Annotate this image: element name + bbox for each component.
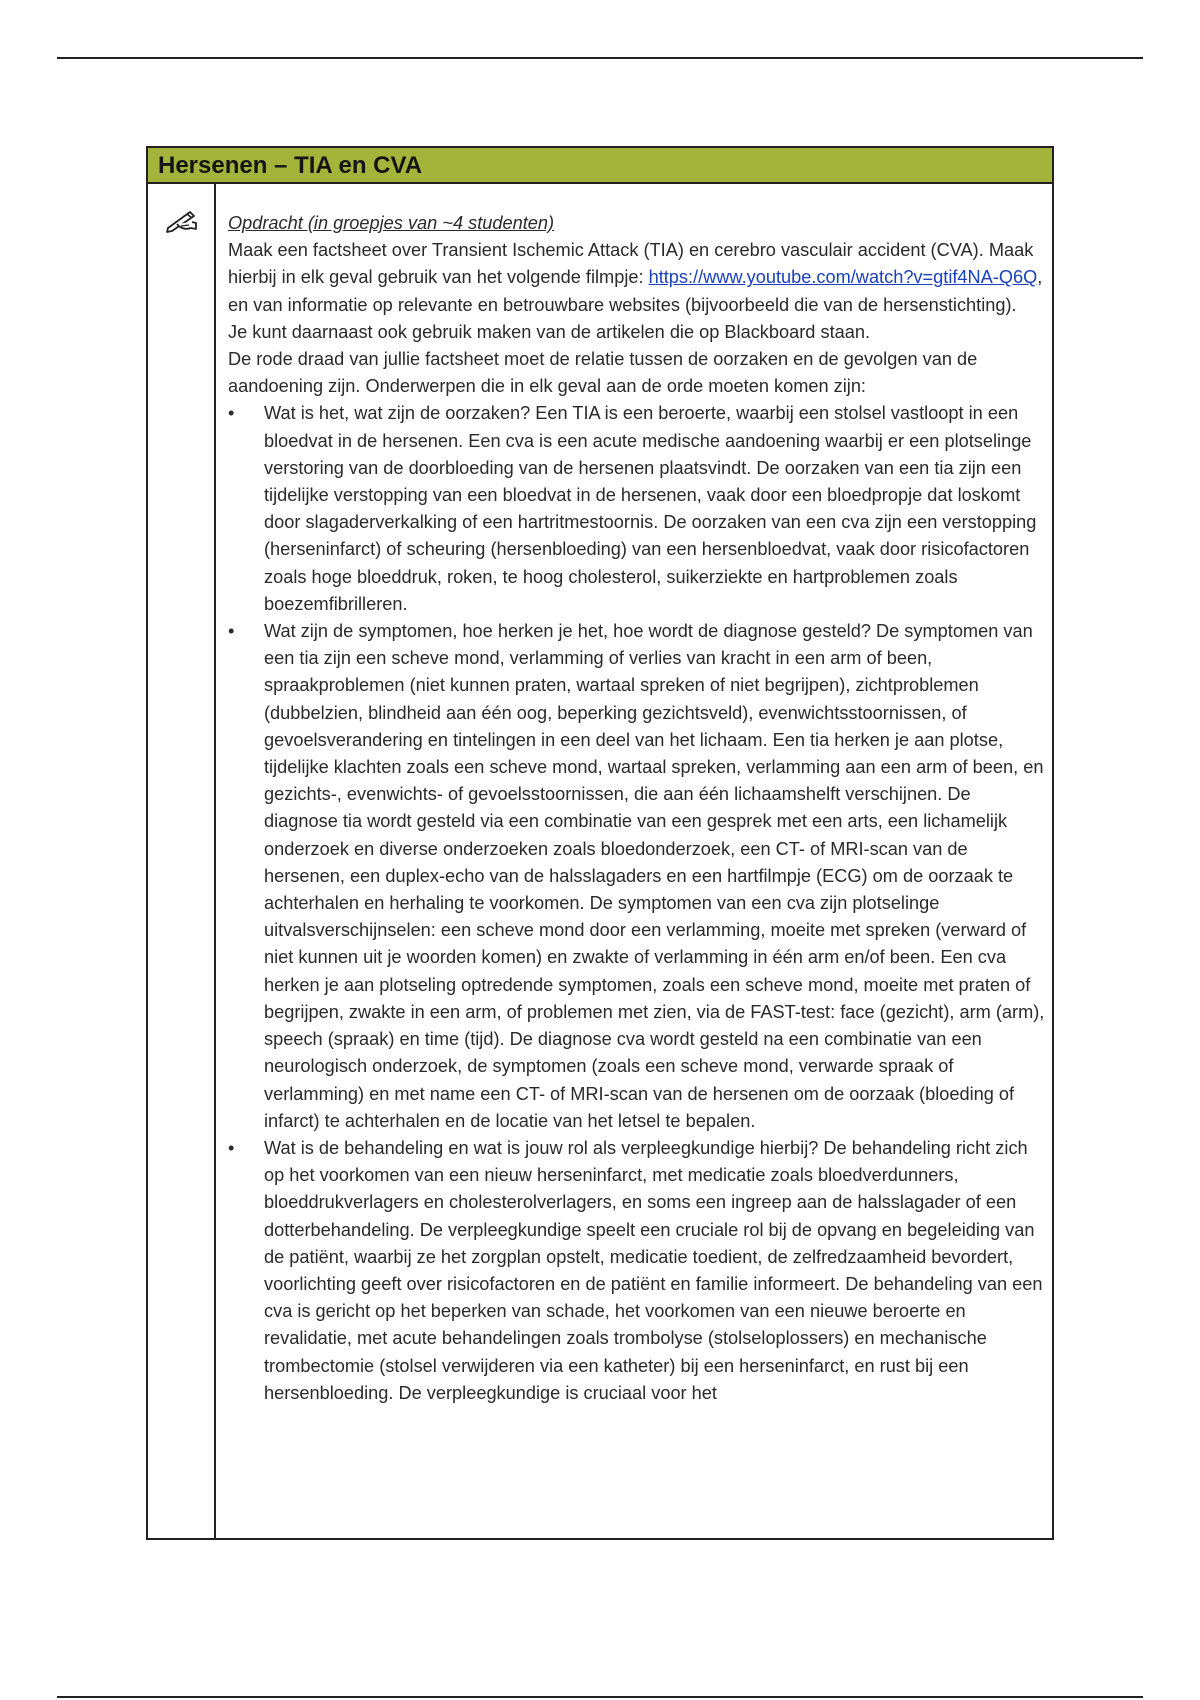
writing-hand-icon	[165, 208, 199, 234]
blackboard-note: Je kunt daarnaast ook gebruik maken van de artikelen die op Blackboard staan.	[228, 321, 871, 342]
section-header	[148, 148, 1052, 184]
youtube-link[interactable]: https://www.youtube.com/watch?v=gtif4NA-Q6Q	[648, 267, 1038, 288]
page-top-rule	[57, 57, 1143, 59]
list-item	[228, 618, 1046, 1135]
topic-text-treatment: Wat is de behandeling en wat is jouw rol als verpleegkundige hierbij? De behandeling richt zich op het voorkomen van een nieuw herseninfarct, met medicatie zoals bloedverdunners, bloeddrukverlagers en cholesterolverlagers, en soms een ingreep aan de halsslagader of een dotterbehandeling. De verpleegkundige speelt een cruciale rol bij de opvang en begeleiding van de patiënt, waarbij ze het zorgplan opstelt, medicatie toedient, de zelfredzaamheid bevordert, voorlichting geeft over risicofactoren en de patiënt en familie informeert. De behandeling van een cva is gericht op het beperken van schade, het voorkomen van een nieuwe beroerte en revalidatie, met acute behandelingen zoals trombolyse (stolseloplossers) en mechanische trombectomie (stolsel verwijderen via een katheter) bij een herseninfarct, en rust bij een hersenbloeding. De verpleegkundige is cruciaal voor het	[264, 1137, 1043, 1403]
intro-text: Maak een factsheet over Transient Ischemic Attack (TIA) en cerebro vasculair accident (CVA). Maak hierbij in elk geval gebruik van het volgende filmpje:	[228, 240, 1034, 288]
red-thread-paragraph: De rode draad van jullie factsheet moet de relatie tussen de oorzaken en de gevolgen van de aandoening zijn. Onderwerpen die in elk geval aan de orde moeten komen zijn:	[228, 349, 978, 397]
topics-list	[228, 400, 1046, 1407]
assignment-body	[148, 184, 1052, 1540]
list-item	[228, 400, 1046, 618]
icon-column	[148, 184, 216, 1540]
page-bottom-rule	[57, 1696, 1143, 1698]
assignment-box	[146, 146, 1054, 1540]
topic-text-causes: Wat is het, wat zijn de oorzaken? Een TIA is een beroerte, waarbij een stolsel vastloopt in een bloedvat in de hersenen. Een cva is een acute medische aandoening waarbij er een plotselinge verstoring van de doorbloeding van de hersenen plaatsvindt. De oorzaken van een tia zijn een tijdelijke verstopping van een bloedvat in de hersenen, vaak door een bloedpropje dat loskomt door slagaderverkalking of een hartritmestoornis. De oorzaken van een cva zijn een verstopping (herseninfarct) of scheuring (hersenbloeding) van een hersenbloedvat, vaak door risicofactoren zoals hoge bloeddruk, roken, te hoog cholesterol, suikerziekte en hartproblemen zoals boezemfibrilleren.	[264, 403, 1037, 614]
intro-paragraph	[228, 237, 1046, 319]
bullet: •	[228, 1137, 235, 1158]
topic-text-symptoms: Wat zijn de symptomen, hoe herken je het, hoe wordt de diagnose gesteld? De symptomen van een tia zijn een scheve mond, verlamming of verlies van kracht in een arm of been, spraakproblemen (niet kunnen praten, wartaal spreken of niet begrijpen), zichtproblemen (dubbelzien, blindheid aan één oog, beperking gezichtsveld), evenwichtsstoornissen, of gevoelsverandering en tintelingen in een deel van het lichaam. Een tia herken je aan plotse, tijdelijke klachten zoals een scheve mond, wartaal spreken, verlamming aan een arm of been, en gezichts-, evenwichts- of gevoelsstoornissen, die aan één lichaamshelft verschijnen. De diagnose tia wordt gesteld via een combinatie van een gesprek met een arts, een lichamelijk onderzoek en diverse onderzoeken zoals bloedonderzoek, een CT- of MRI-scan van de hersenen, een duplex-echo van de halsslagaders en een hartfilmpje (ECG) om de oorzaak te achterhalen en herhaling te voorkomen. De symptomen van een cva zijn plotselinge uitvalsverschijnselen: een scheve mond door een verlamming, moeite met spreken (verward of niet kunnen uit je woorden komen) en zwakte of verlamming in één arm en/of been. Een cva herken je aan plotseling optredende symptomen, zoals een scheve mond, moeite met praten of begrijpen, zwakte in een arm, of problemen met zien, via de FAST-test: face (gezicht), arm (arm), speech (spraak) en time (tijd). De diagnose cva wordt gesteld na een combinatie van een neurologisch onderzoek, de symptomen (zoals een scheve mond, verwarde spraak of verlamming) en met name een CT- of MRI-scan van de hersenen om de oorzaak (bloeding of infarct) te achterhalen en de locatie van het letsel te bepalen.	[264, 621, 1045, 1131]
bullet: •	[228, 403, 235, 424]
assignment-content	[228, 210, 1046, 1407]
intro-text-continued: , en van informatie op relevante en betrouwbare websites (bijvoorbeeld die van de hersenstichting).	[228, 267, 1043, 315]
section-title: Hersenen – TIA en CVA	[158, 152, 423, 179]
list-item	[228, 1135, 1046, 1407]
bullet: •	[228, 621, 235, 642]
task-title: Opdracht (in groepjes van ~4 studenten)	[228, 213, 555, 233]
